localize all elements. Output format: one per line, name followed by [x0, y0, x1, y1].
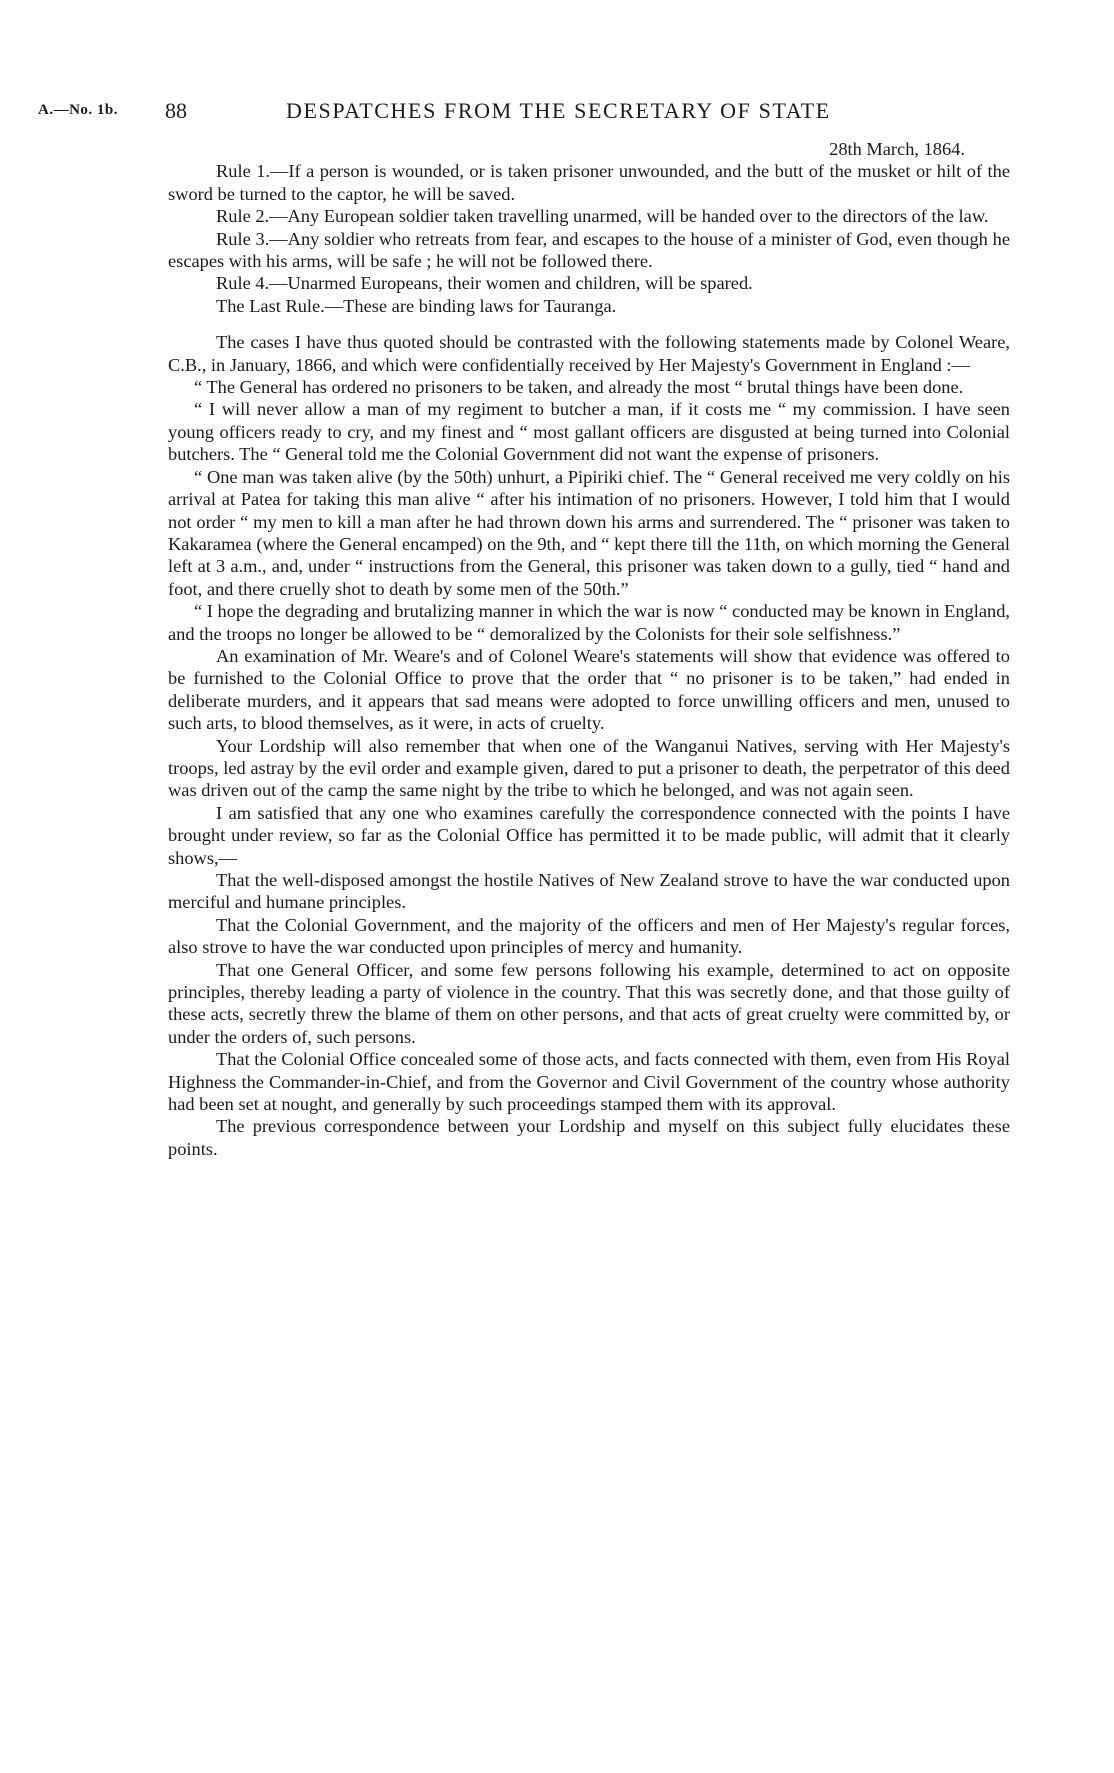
- quote-paragraph: “ I hope the degrading and brutalizing manner in which the war is now “ conducted may be known in England, and the troops no longer be allowed to be “ demoralized by the Colonists for their sole selfishness.”: [168, 601, 1010, 644]
- date-line: 28th March, 1864.: [829, 139, 965, 159]
- body-paragraph: That one General Officer, and some few persons following his example, determined to act on opposite principles, thereby leading a party of violence in the country. That this was secretly done, and that those guilty of these acts, secretly threw the blame of them on other persons, and that acts of great cruelty were committed by, or under the orders of, such persons.: [168, 959, 1010, 1047]
- intro-paragraph: The cases I have thus quoted should be contrasted with the following statements made by Colonel Weare, C.B., in January, 1866, and which were confidentially received by Her Majesty's Government in England :—: [168, 332, 1010, 375]
- body-paragraph: The previous correspondence between your Lordship and myself on this subject fully elucidates these points.: [168, 1116, 1010, 1159]
- rule-4: Rule 4.—Unarmed Europeans, their women and children, will be spared.: [216, 273, 753, 294]
- quote-paragraph: “ I will never allow a man of my regiment to butcher a man, if it costs me “ my commission. I have seen young officers ready to cry, and my finest and “ most gallant officers are disgusted at being turned into Colonial butchers. The “ General told me the Colonial Government did not want the expense of prisoners.: [168, 399, 1010, 465]
- quote-paragraph: “ One man was taken alive (by the 50th) unhurt, a Pipiriki chief. The “ General received me very coldly on his arrival at Patea for taking this man alive “ after his intimation of no prisoners. However, I told him that I would not order “ my men to kill a man after he had thrown down his arms and surrendered. The “ prisoner was taken to Kakaramea (where the General encamped) on the 9th, and “ kept there till the 11th, on which morning the General left at 3 a.m., and, under “ instructions from the General, this prisoner was taken down to a gully, tied “ hand and foot, and there cruelly shot to death by some men of the 50th.”: [168, 466, 1010, 599]
- body-paragraph: That the well-disposed amongst the hostile Natives of New Zealand strove to have the war conducted upon merciful and humane principles.: [168, 870, 1010, 913]
- rule-1: Rule 1.—If a person is wounded, or is taken prisoner unwounded, and the butt of the musket or hilt of the sword be turned to the captor, he will be saved.: [168, 161, 1010, 204]
- paper-reference: A.—No. 1b.: [38, 102, 119, 118]
- quote-paragraph: “ The General has ordered no prisoners to be taken, and already the most “ brutal things have been done.: [194, 377, 964, 398]
- page-header: [38, 98, 1038, 128]
- rule-3: Rule 3.—Any soldier who retreats from fear, and escapes to the house of a minister of God, even though he escapes with his arms, will be safe ; he will not be followed there.: [168, 228, 1010, 272]
- body-paragraph: That the Colonial Government, and the majority of the officers and men of Her Majesty's regular forces, also strove to have the war conducted upon principles of mercy and humanity.: [168, 914, 1010, 958]
- rule-2: Rule 2.—Any European soldier taken travelling unarmed, will be handed over to the directors of the law.: [216, 206, 989, 227]
- body-paragraph: I am satisfied that any one who examines carefully the correspondence connected with the points I have brought under review, so far as the Colonial Office has permitted it to be made public, will admit that it clearly shows,—: [168, 802, 1010, 868]
- page-number: 88: [165, 98, 187, 123]
- section-gap: [168, 317, 1010, 331]
- last-rule: The Last Rule.—These are binding laws for Tauranga.: [216, 295, 617, 316]
- body-paragraph: Your Lordship will also remember that when one of the Wanganui Natives, serving with Her Majesty's troops, led astray by the evil order and example given, dared to put a prisoner to death, the perpetrator of this deed was driven out of the camp the same night by the tribe to which he belonged, and was not again seen.: [168, 735, 1010, 801]
- body-paragraph: That the Colonial Office concealed some of those acts, and facts connected with them, even from His Royal Highness the Commander-in-Chief, and from the Governor and Civil Government of the country whose authority had been set at nought, and generally by such proceedings stamped them with its approval.: [168, 1049, 1010, 1115]
- body-paragraph: An examination of Mr. Weare's and of Colonel Weare's statements will show that evidence was offered to be furnished to the Colonial Office to prove that the order that “ no prisoner is to be taken,” had ended in deliberate murders, and it appears that sad means were adopted to force unwilling officers and men, unused to such arts, to blood themselves, as it were, in acts of cruelty.: [168, 645, 1010, 734]
- document-body: [168, 138, 1010, 1160]
- running-title: DESPATCHES FROM THE SECRETARY OF STATE: [286, 98, 831, 123]
